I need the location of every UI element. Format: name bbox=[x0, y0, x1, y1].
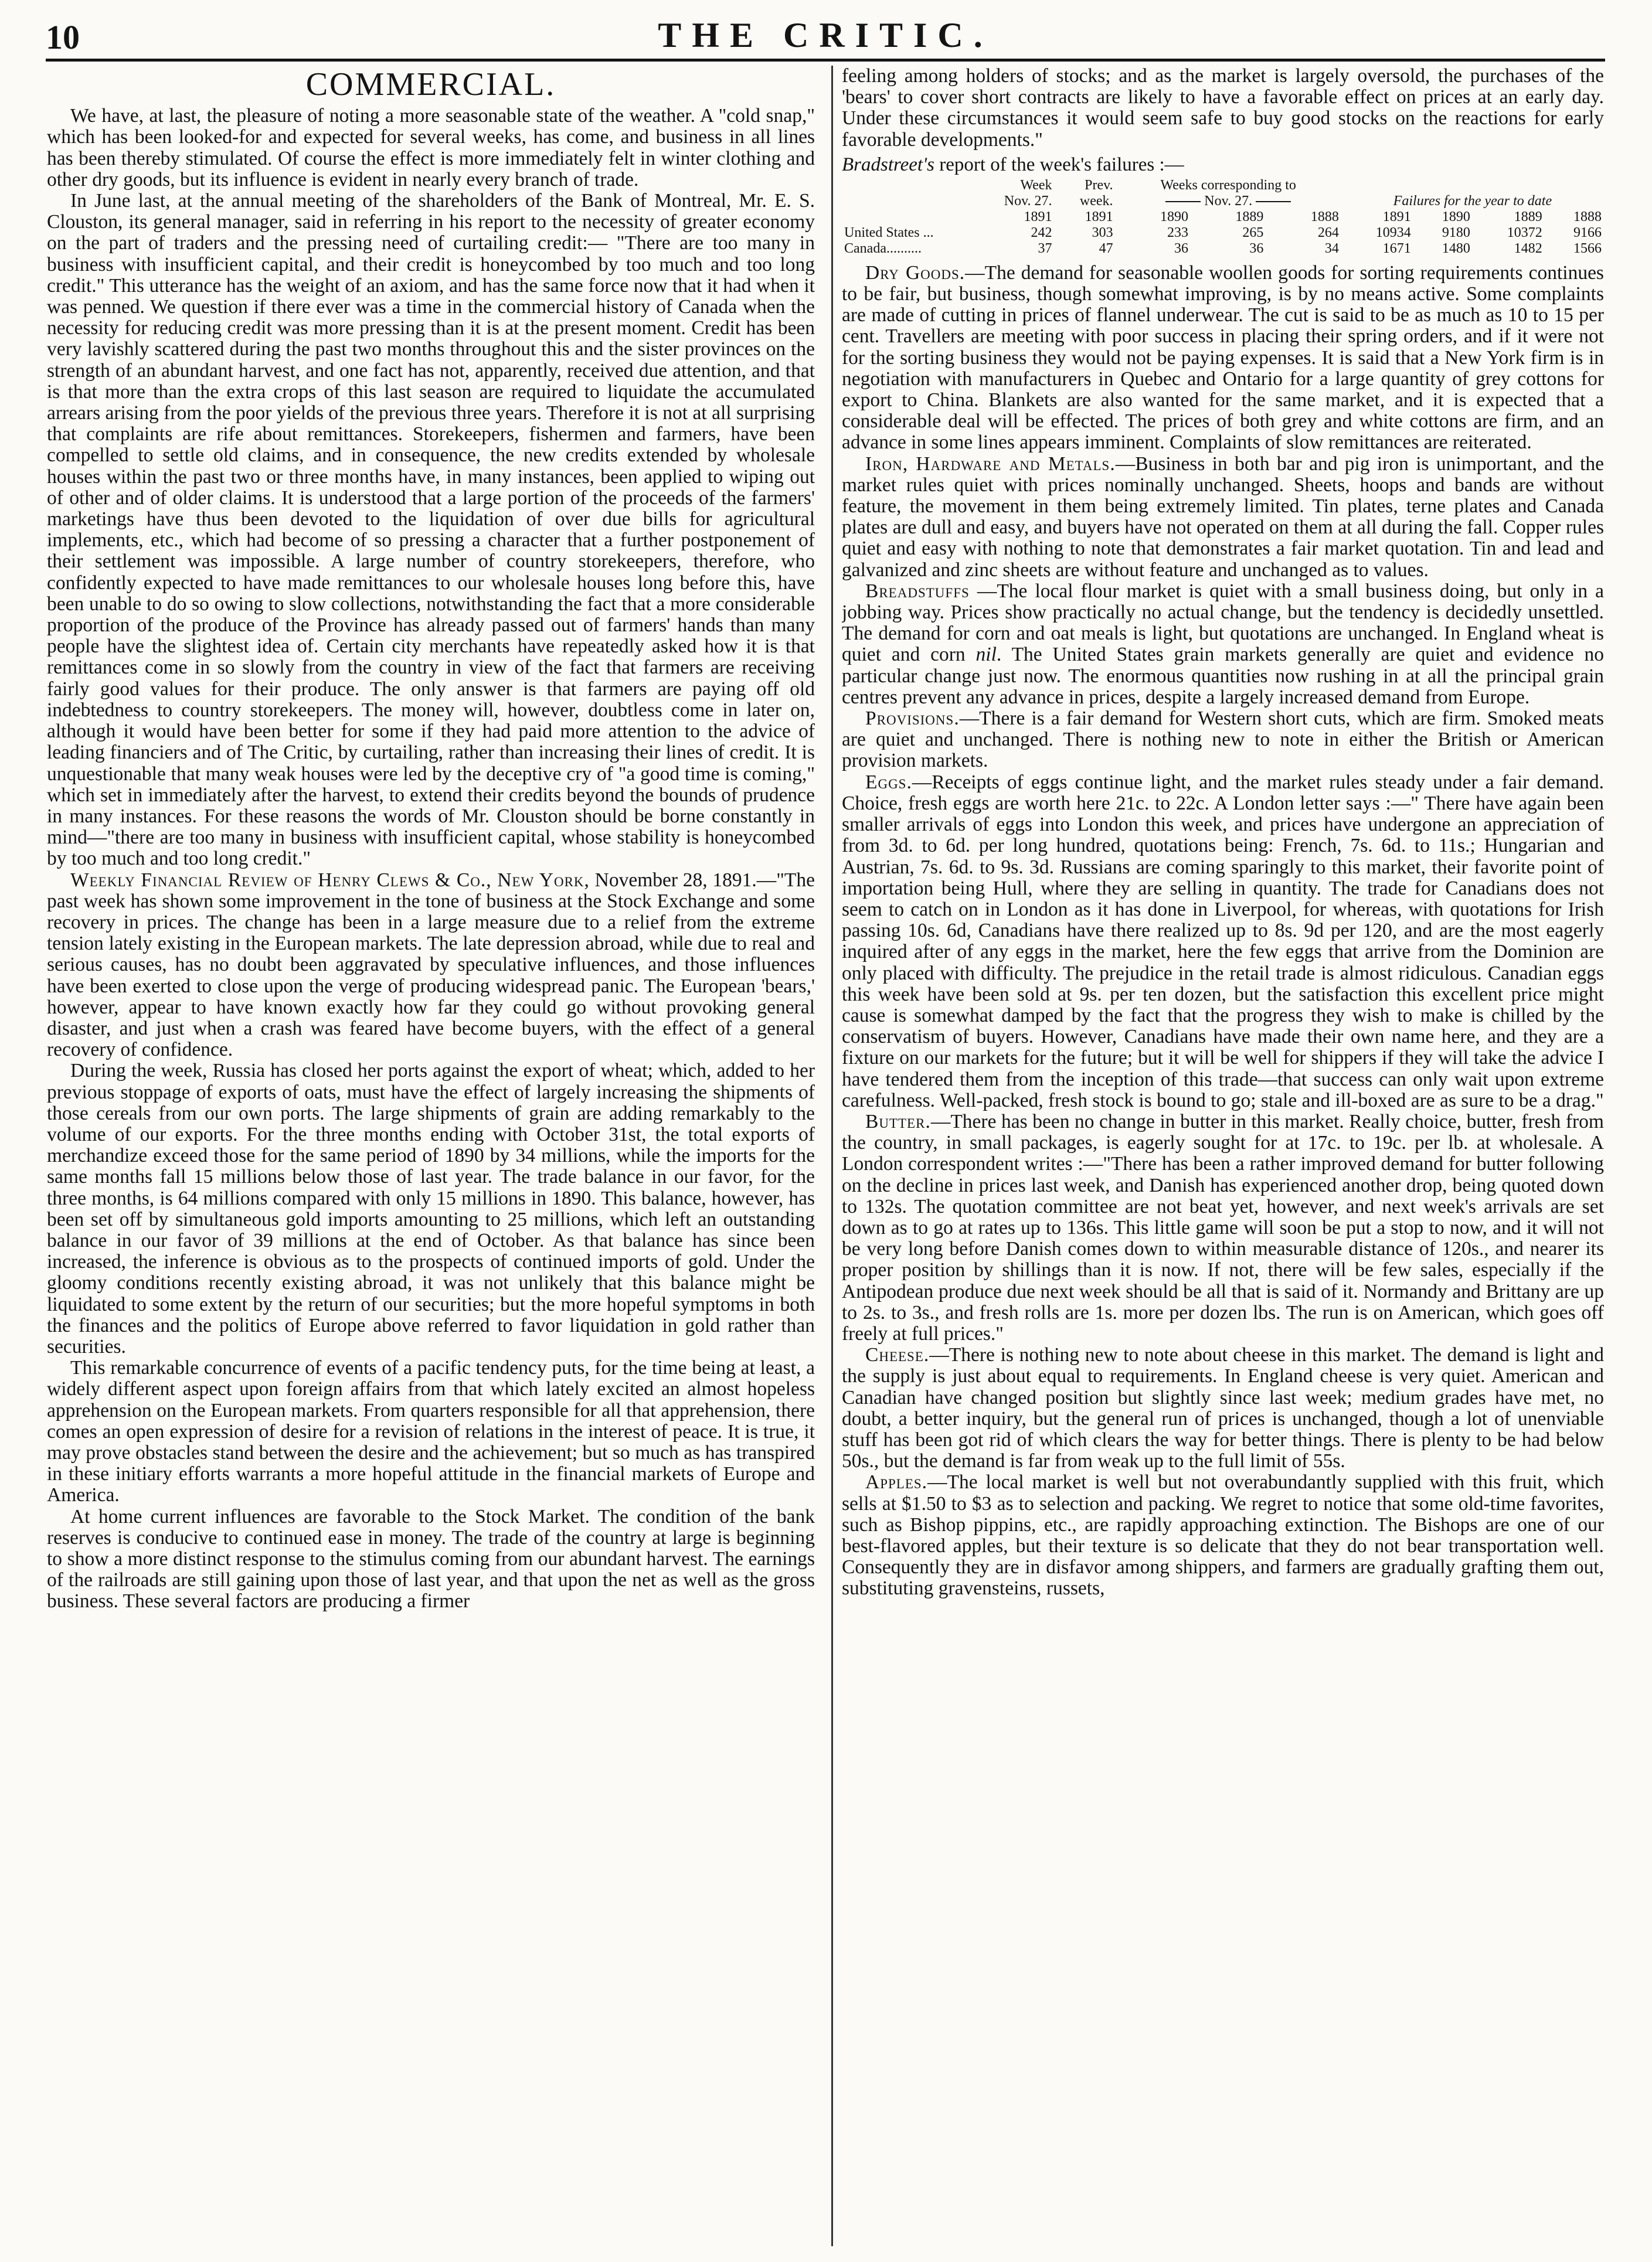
failures-year-cell: 1889 bbox=[1514, 209, 1542, 225]
failures-cell: 233 bbox=[1167, 225, 1188, 240]
paragraph-cold-snap: We have, at last, the pleasure of noting a more seasonable state of the weather. A "cold snap," which has been looked-for and expected for several weeks, has come, and business in all lines has been thereby stimulated. Of course the effect is more immediately felt in winter clothing and other dry goods, but its influence is evident in nearly every branch of trade. bbox=[47, 105, 815, 191]
failures-year-cell: 1888 bbox=[1310, 209, 1339, 225]
failures-cell: 303 bbox=[1092, 225, 1113, 240]
failures-cell: 9166 bbox=[1573, 225, 1602, 240]
failures-year-cell: 1889 bbox=[1235, 209, 1264, 225]
failures-header-nov27-range: Nov. 27. bbox=[1116, 193, 1341, 209]
heading-apples: Apples. bbox=[865, 1471, 928, 1494]
failures-header-row-1 bbox=[842, 178, 1604, 193]
paragraph-iron-hardware-metals: Iron, Hardware and Metals.—Business in both bar and pig iron is unimportant, and the market rules quiet with prices nominally unchanged. Sheets, hoops and bands are without feature, the movement in them being extremely limited. Tin plates, terne plates and Canada plates are dull and easy, and buyers have not operated on them at all during the fall. Copper rules quiet and easy with nothing to note that demonstrates a fair market quotation. Tin and lead and galvanized and zinc sheets are without feature and unchanged as to values. bbox=[842, 453, 1604, 581]
failures-header-year-to-date: Failures for the year to date bbox=[1393, 193, 1552, 209]
failures-caption-text: report of the week's failures :— bbox=[934, 154, 1184, 175]
failures-years-row bbox=[842, 209, 1604, 225]
failures-header-row-2 bbox=[842, 193, 1604, 209]
failures-cell: 1480 bbox=[1442, 240, 1470, 256]
heading-breadstuffs: Breadstuffs bbox=[865, 580, 970, 602]
paragraph-provisions: Provisions.—There is a fair demand for Western short cuts, which are firm. Smoked meats are quiet and unchanged. There is nothing new to note in either the British or American provision markets. bbox=[842, 707, 1604, 772]
failures-cell: 10372 bbox=[1507, 225, 1542, 240]
heading-provisions: Provisions. bbox=[865, 707, 960, 730]
heading-dry-goods: Dry Goods. bbox=[865, 261, 966, 284]
clews-review-heading: Weekly Financial Review of Henry Clews & Co., New York, bbox=[70, 869, 590, 891]
paragraph-continuation: feeling among holders of stocks; and as the market is largely oversold, the purchases of the 'bears' to cover short contracts are likely to have a favorable effect on prices at an early day. Under these circumstances it would seem safe to buy good stocks on the reactions for early favorable developments." bbox=[842, 66, 1604, 151]
failures-row-united-states bbox=[842, 225, 1604, 241]
paragraph-russia-ports: During the week, Russia has closed her ports against the export of wheat; which, added to her previous stoppage of exports of oats, must have the effect of largely increasing the shipments of those cereals from our own ports. The large shipments of grain are adding remarkably to the volume of our exports. For the three months ending with October 31st, the total exports of merchandize exceed those for the same period of 1890 by 34 millions, while the imports for the same months fall 15 millions below those of last year. The trade balance in our favor, for the three months, is 64 millions compared with only 15 millions in 1890. This balance, however, has been set off by simultaneous gold imports amounting to 25 millions, which left an outstanding balance in our favor of 39 millions at the end of October. As that balance has since been increased, the inference is obvious as to the prospects of continued imports of gold. Under the gloomy conditions recently existing abroad, it was not unlikely that this balance might be liquidated to some extent by the return of our securities; but the more hopeful symptoms in both the finances and the politics of Europe above referred to favor liquidation in gold rather than securities. bbox=[47, 1060, 815, 1358]
left-column bbox=[47, 66, 815, 2249]
failures-cell: 37 bbox=[1038, 240, 1052, 256]
failures-year-cell: 1891 bbox=[1085, 209, 1113, 225]
failures-row-canada bbox=[842, 241, 1604, 257]
failures-cell: 265 bbox=[1242, 225, 1264, 240]
failures-cell: 264 bbox=[1317, 225, 1339, 240]
failures-cell: 1482 bbox=[1514, 240, 1542, 256]
failures-table bbox=[842, 178, 1604, 257]
heading-cheese: Cheese. bbox=[865, 1344, 930, 1366]
failures-table-block bbox=[842, 154, 1604, 257]
failures-year-cell: 1890 bbox=[1160, 209, 1188, 225]
paragraph-pacific-tendency: This remarkable concurrence of events of a pacific tendency puts, for the time being at least, a widely different aspect upon foreign affairs from that which lately excited an almost hopeless apprehension on the European markets. From quarters responsible for all that apprehension, there comes an open expression of desire for a revision of relations in the interest of peace. It is true, it may prove obstacles stand between the desire and the achievement; but so much as has transpired in these initiary efforts warrants a more hopeful attitude in the financial markets of Europe and America. bbox=[47, 1357, 815, 1506]
failures-cell: 10934 bbox=[1375, 225, 1411, 240]
failures-header-week-2: week. bbox=[1079, 193, 1113, 209]
running-title: THE CRITIC. bbox=[658, 16, 993, 55]
heading-eggs: Eggs. bbox=[865, 771, 912, 793]
right-column bbox=[842, 66, 1604, 2249]
failures-cell: 36 bbox=[1174, 240, 1188, 256]
failures-caption-source: Bradstreet's bbox=[842, 154, 934, 175]
failures-year-cell: 1890 bbox=[1442, 209, 1470, 225]
page-number: 10 bbox=[46, 18, 80, 56]
paragraph-dry-goods: Dry Goods.—The demand for seasonable woollen goods for sorting requirements continues to be fair, but business, though somewhat improving, is by no means active. Some complaints are made of cutting in prices of flannel underwear. The cut is said to be as much as 10 to 15 per cent. Travellers are meeting with poor success in placing their spring orders, and if it were not for the sorting business they would not be paying expenses. It is said that a New York firm is in negotiation with manufacturers in Quebec and Ontario for a large quantity of grey cottons for export to China. Blankets are also wanted for the same market, and it is expected that a considerable deal will be effected. The prices of both grey and white cottons are firm, and an advance in some lines appears imminent. Complaints of slow remittances are reiterated. bbox=[842, 261, 1604, 454]
failures-cell: 34 bbox=[1324, 240, 1339, 256]
paragraph-stock-market: At home current influences are favorable to the Stock Market. The condition of the bank reserves is conducive to continued ease in money. The trade of the country at large is beginning to show a more distinct response to the stimulus coming from our abundant harvest. The earnings of the railroads are still gaining upon those of last year, and that upon the net as well as the gross business. These several factors are producing a firmer bbox=[47, 1505, 815, 1613]
paragraph-butter: Butter.—There has been no change in butter in this market. Really choice, butter, fresh from the country, in small packages, is eagerly sought for at 17c. to 19c. per lb. at wholesale. A London correspondent writes :—"There has been a rather improved demand for butter following on the decline in prices last week, and Danish has experienced another drop, being quoted down to 132s. The quotation committee are not beat yet, however, and next week's arrivals are set down as to go at rates up to 136s. This little game will soon be put a stop to now, and it will not be very long before Danish comes down to within measurable distance of 120s., and nearer its proper position by shillings than it is now. If not, there will be few sales, especially if the Antipodean produce due next week should be all that is said of it. Normandy and Brittany are up to 2s. to 3s., and fresh rolls are 1s. more per dozen lbs. The run is on American, which goes off freely at full prices." bbox=[842, 1110, 1604, 1345]
failures-header-corresponding: Weeks corresponding to bbox=[1160, 177, 1296, 193]
failures-cell: 36 bbox=[1249, 240, 1264, 256]
clews-review-text: November 28, 1891.—"The past week has shown some improvement in the tone of business at the Stock Exchange and some recovery in prices. The change has been in a large measure due to a relief from the extreme tension lately existing in the European markets. The late depression abroad, while due to real and serious causes, has no doubt been aggravated by speculative influences, and those influences have been exerted to close upon the verge of producing widespread panic. The European 'bears,' however, appear to have known exactly how far they could go without provoking general disaster, and just when a crash was feared have become buyers, with the effect of a general recovery of confidence. bbox=[47, 869, 815, 1061]
failures-caption bbox=[842, 154, 1604, 175]
failures-year-cell: 1891 bbox=[1382, 209, 1411, 225]
section-title-commercial: COMMERCIAL. bbox=[305, 66, 556, 103]
failures-row-label: United States ... bbox=[844, 225, 934, 240]
failures-cell: 1566 bbox=[1573, 240, 1602, 256]
failures-cell: 47 bbox=[1099, 240, 1113, 256]
paragraph-bank-of-montreal: In June last, at the annual meeting of the shareholders of the Bank of Montreal, Mr. E. S. Clouston, its general manager, said in referring in his report to the necessity of greater economy on the part of traders and the pressing need of curtailing credit:— "There are too many in business with insufficient capital, and their credit is honeycombed by too much and too long credit." This utterance has the weight of an axiom, and has the same force now that it had when it was penned. We question if there ever was a time in the commercial history of Canada when the necessity for reducing credit was more pressing than it is at the present moment. Credit has been very lavishly scattered during the past two months throughout this and the sister provinces on the strength of an abundant harvest, and one fact has not, apparently, received due attention, and that is that more than the extra crops of this last season are required to liquidate the accumulated arrears arising from the poor yields of the previous three years. Therefore it is not at all surprising that complaints are rife about remittances. Storekeepers, fishermen and farmers, have been compelled to settle old claims, and in consequence, the new credits extended by wholesale houses within the past two or three months have, in many instances, been applied to wiping out of other and of older claims. It is understood that a large portion of the proceeds of the farmers' marketings have thus been devoted to the liquidation of over due bills for agricultural implements, etc., which had become of so pressing a character that a further postponement of their settlement was impossible. A large number of country storekeepers, therefore, who confidently expected to have made remittances to our wholesale houses long before this, have been unable to do so owing to slow collections, notwithstanding the fact that a more considerable proportion of the produce of the Province has already passed out of farmers' hands than many people have the slightest idea of. Certain city merchants have repeatedly asked how it is that remittances come in so slowly from the country in view of the fact that farmers are receiving fairly good values for their produce. The only answer is that farmers are paying off old indebtedness to country storekeepers. The money will, however, doubtless come in later on, although it would have been better for some if they had paid more attention to the advice of leading financiers and of The Critic, by curtailing, rather than increasing their lines of credit. It is unquestionable that many weak houses were led by the deceptive cry of "a good time is coming," which set in immediately after the harvest, to extend their credits beyond the bounds of prudence in many instances. For these reasons the words of Mr. Clouston should be borne constantly in mind—"there are too many in business with insufficient capital, whose stability is honeycombed by too much and too long credit." bbox=[47, 190, 815, 870]
failures-cell: 242 bbox=[1031, 225, 1052, 240]
failures-year-cell: 1891 bbox=[1024, 209, 1052, 225]
paragraph-clews-review bbox=[47, 870, 815, 1061]
heading-butter: Butter. bbox=[865, 1110, 931, 1132]
failures-year-cell: 1888 bbox=[1573, 209, 1602, 225]
failures-header-nov27: Nov. 27. bbox=[1004, 193, 1052, 209]
paragraph-cheese: Cheese.—There is nothing new to note about cheese in this market. The demand is light and the supply is just about equal to requirements. In England cheese is very quiet. American and Canadian have changed position but slightly since last week; medium grades have met, no doubt, a better inquiry, but the general run of prices is unchanged, though a lot of unenviable stuff has been got rid of which clears the way for better things. There is plenty to be had below 50s., but the demand is far from weak up to the full limit of 55s. bbox=[842, 1344, 1604, 1472]
failures-row-label: Canada.......... bbox=[844, 240, 922, 256]
word-nil: nil bbox=[975, 644, 997, 666]
page-header bbox=[46, 13, 1605, 54]
column-divider bbox=[831, 66, 833, 2246]
failures-header-week: Week bbox=[1020, 177, 1052, 193]
failures-header-prev: Prev. bbox=[1085, 177, 1113, 193]
heading-iron-hardware-metals: Iron, Hardware and Metals. bbox=[865, 453, 1116, 475]
header-rule bbox=[46, 59, 1605, 62]
paragraph-eggs: Eggs.—Receipts of eggs continue light, and the market rules steady under a fair demand. Choice, fresh eggs are worth here 21c. to 22c. A London letter says :—" There have again been smaller arrivals of eggs into London this week, and prices have undergone an appreciation of from 3d. to 6d. per long hundred, quotations being: French, 7s. 6d. to 11s.; Hungarian and Austrian, 7s. 6d. to 9s. 3d. Russians are coming sparingly to this market, their favorite point of importation being Hull, where they are selling in quantity. The trade for Canadians does not seem to catch on in London as it has done in Liverpool, for whereas, with quotations for Irish passing 10s. 6d, Canadians have there realized up to 8s. 9d per 120, and are the most eagerly inquired after of any eggs in the market, here the few eggs that arrive from the Dominion are only placed with difficulty. The prejudice in the retail trade is almost ridiculous. Canadian eggs this week have been sold at 9s. per ten dozen, but the satisfaction this excellent price might cause is somewhat damped by the fact that the progress they wish to make is chilled by the conservatism of buyers. However, Canadians have made their own name here, and they are a fixture on our markets for the future; but it will be well for shippers if they will take the advice I have tendered them from the inception of this trade—that success can only wait upon extreme carefulness. Well-packed, fresh stock is bound to go; stale and ill-boxed are as sure to be a drag." bbox=[842, 771, 1604, 1111]
failures-cell: 9180 bbox=[1442, 225, 1470, 240]
paragraph-apples: Apples.—The local market is well but not overabundantly supplied with this fruit, which sells at $1.50 to $3 as to selection and packing. We regret to notice that some old-time favorites, such as Bishop pippins, etc., are rapidly approaching extinction. The Bishops are one of our best-flavored apples, but their texture is so delicate that they do not bear transportation well. Consequently they are in disfavor among shippers, and farmers are gradually grafting them out, substituting gravensteins, russets, bbox=[842, 1471, 1604, 1600]
paragraph-breadstuffs: Breadstuffs —The local flour market is quiet with a small business doing, but only in a jobbing way. Prices show practically no actual change, but the tendency is decidedly unsettled. The demand for corn and oat meals is light, but quotations are unchanged. In England wheat is quiet and corn nil. The United States grain markets generally are quiet and evidence no particular change just now. The enormous quantities now rushing in at all the principal grain centres prevent any advance in prices, despite a largely increased demand from Europe. bbox=[842, 580, 1604, 708]
failures-cell: 1671 bbox=[1382, 240, 1411, 256]
